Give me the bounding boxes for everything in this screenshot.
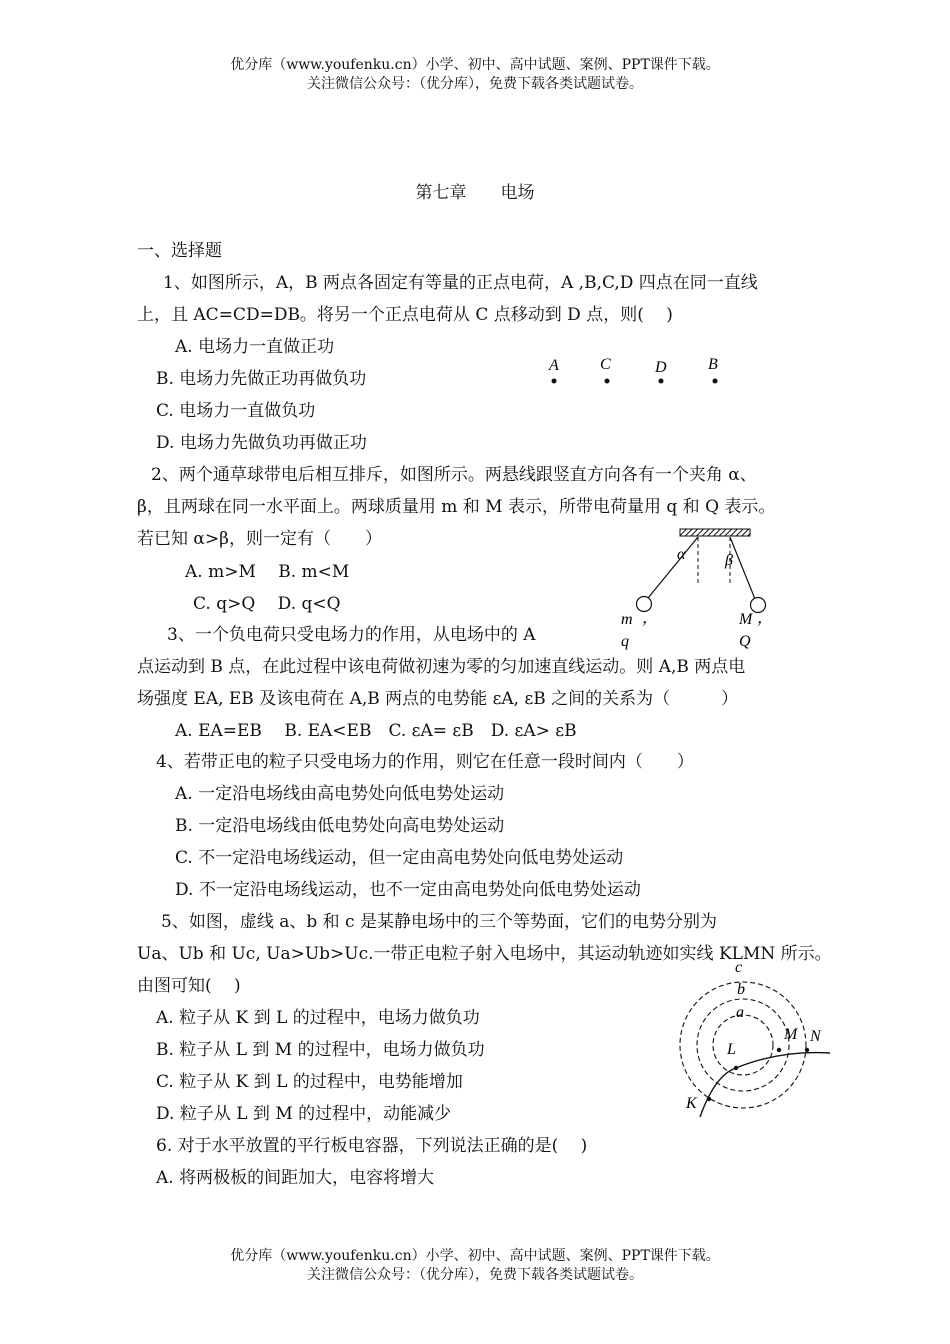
- fig5-label-b: b: [737, 981, 745, 998]
- q1-line-1: 1、如图所示，A，B 两点各固定有等量的正点电荷，A ,B,C,D 四点在同一直线: [163, 273, 758, 293]
- fig2-beta: β: [725, 552, 733, 569]
- header-line-2: 关注微信公众号：（优分库），免费下载各类试题试卷。: [307, 76, 643, 92]
- fig5-label-a: a: [736, 1004, 744, 1021]
- q1-option-d: D. 电场力先做负功再做正功: [156, 433, 367, 453]
- fig1-point-a: [552, 379, 557, 384]
- fig2-alpha: α: [677, 546, 686, 563]
- footer-line-2: 关注微信公众号：（优分库），免费下载各类试题试卷。: [307, 1267, 643, 1283]
- fig5-label-n: N: [810, 1028, 821, 1045]
- q4-option-c: C. 不一定沿电场线运动，但一定由高电势处向低电势处运动: [175, 848, 624, 868]
- fig2-left-mass: m: [621, 611, 633, 628]
- fig5-label-k: K: [686, 1095, 697, 1112]
- q2-options-ab: A. m>M B. m<M: [185, 562, 350, 582]
- fig5-surface-c: [680, 982, 806, 1108]
- q1-option-a: A. 电场力一直做正功: [175, 337, 335, 357]
- fig1-point-c: [605, 379, 610, 384]
- q6-option-a: A. 将两极板的间距加大，电容将增大: [156, 1168, 435, 1188]
- fig2-right-charge: Q: [739, 633, 751, 650]
- q5-option-a: A. 粒子从 K 到 L 的过程中，电场力做负功: [156, 1008, 480, 1028]
- q4-option-a: A. 一定沿电场线由高电势处向低电势处运动: [175, 784, 505, 804]
- q3-line-1: 3、一个负电荷只受电场力的作用，从电场中的 A: [167, 625, 536, 645]
- fig5-label-l: L: [727, 1041, 736, 1058]
- fig2-thread-left: [648, 537, 698, 598]
- chapter-title: 第七章 电场: [415, 183, 535, 203]
- q5-option-c: C. 粒子从 K 到 L 的过程中，电势能增加: [156, 1072, 463, 1092]
- q1-figure: [540, 350, 740, 395]
- q5-line-3: 由图可知( ): [137, 976, 241, 996]
- q5-line-1: 5、如图，虚线 a、b 和 c 是某静电场中的三个等势面，它们的电势分别为: [161, 912, 717, 932]
- footer-line-1: 优分库（www.youfenku.cn）小学、初中、高中试题、案例、PPT课件下载。: [230, 1248, 720, 1264]
- fig2-support: [680, 529, 750, 536]
- fig1-point-d: [659, 379, 664, 384]
- fig1-label-b: B: [708, 356, 718, 373]
- q2-line-1: 2、两个通草球带电后相互排斥，如图所示。两悬线跟竖直方向各有一个夹角 α、: [151, 465, 757, 485]
- q2-line-3: 若已知 α>β，则一定有（ ）: [137, 529, 382, 549]
- fig5-point-l: [734, 1066, 738, 1070]
- q3-line-2: 点运动到 B 点，在此过程中该电荷做初速为零的匀加速直线运动。则 A,B 两点电: [137, 657, 746, 677]
- q3-options: A. EA=EB B. EA<EB C. εA= εB D. εA> εB: [175, 721, 577, 741]
- fig2-left-charge: q: [621, 633, 629, 650]
- q1-line-2: 上，且 AC=CD=DB。将另一个正点电荷从 C 点移动到 D 点，则( ): [137, 305, 673, 325]
- q3-line-3: 场强度 EA, EB 及该电荷在 A,B 两点的电势能 εA, εB 之间的关系为（ ）: [137, 689, 739, 709]
- fig5-point-k: [707, 1097, 711, 1101]
- fig5-label-c: c: [735, 959, 743, 976]
- fig1-label-a: A: [549, 357, 559, 374]
- section-heading: 一、选择题: [137, 241, 222, 261]
- q2-figure: [605, 525, 790, 655]
- q5-figure: [670, 955, 835, 1120]
- fig5-label-m: M: [784, 1026, 798, 1043]
- fig1-label-c: C: [600, 356, 611, 373]
- q4-line-1: 4、若带正电的粒子只受电场力的作用，则它在任意一段时间内（ ）: [156, 752, 694, 772]
- fig2-right-comma: ，: [757, 610, 774, 627]
- q2-line-2: β，且两球在同一水平面上。两球质量用 m 和 M 表示，所带电荷量用 q 和 Q 表示。: [137, 497, 776, 517]
- q1-option-c: C. 电场力一直做负功: [156, 401, 316, 421]
- fig2-left-comma: ，: [642, 610, 659, 627]
- q6-line-1: 6. 对于水平放置的平行板电容器，下列说法正确的是( ): [156, 1136, 588, 1156]
- fig5-point-m: [777, 1048, 781, 1052]
- q4-option-b: B. 一定沿电场线由低电势处向高电势处运动: [175, 816, 505, 836]
- fig2-thread-right: [730, 537, 755, 599]
- fig5-point-n: [805, 1048, 809, 1052]
- fig1-label-d: D: [655, 359, 667, 376]
- q5-line-2: Ua、Ub 和 Uc, Ua>Ub>Uc.一带正电粒子射入电场中，其运动轨迹如实线 KLMN 所示。: [137, 944, 832, 964]
- q5-option-d: D. 粒子从 L 到 M 的过程中，动能减少: [156, 1104, 452, 1124]
- q2-options-cd: C. q>Q D. q<Q: [193, 594, 341, 614]
- fig1-point-b: [713, 379, 718, 384]
- header-line-1: 优分库（www.youfenku.cn）小学、初中、高中试题、案例、PPT课件下载。: [230, 57, 720, 73]
- fig2-right-mass: M: [739, 611, 753, 628]
- q5-option-b: B. 粒子从 L 到 M 的过程中，电场力做负功: [156, 1040, 485, 1060]
- q4-option-d: D. 不一定沿电场线运动，也不一定由高电势处向低电势处运动: [175, 880, 641, 900]
- q1-option-b: B. 电场力先做正功再做负功: [156, 369, 367, 389]
